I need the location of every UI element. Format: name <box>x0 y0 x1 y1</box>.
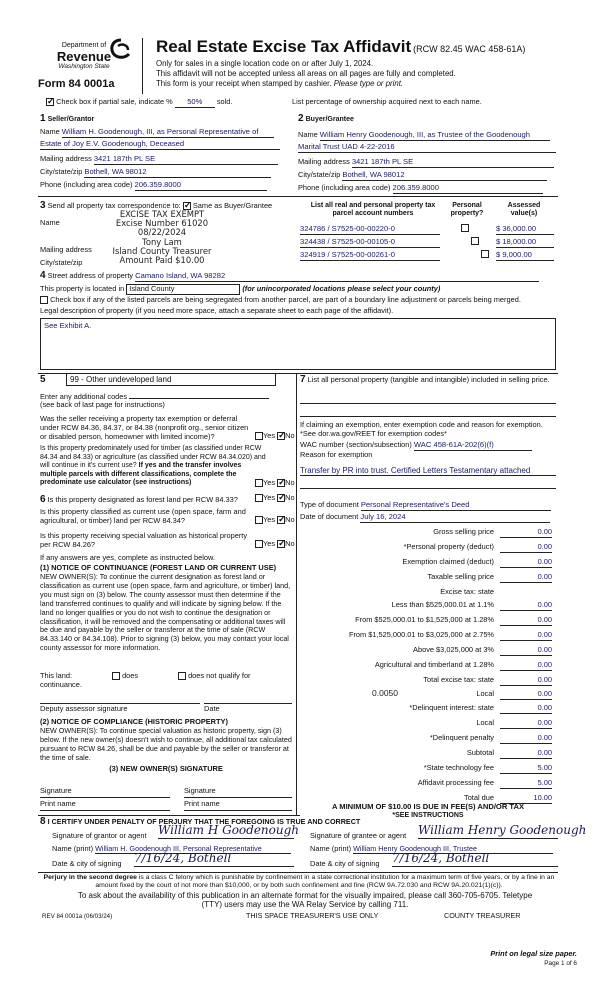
legal-desc-label: Legal description of property (if you need more space, attach a separate sheet to each page of the affidavit). <box>40 306 394 315</box>
tax-row-value[interactable]: 0.00 <box>500 734 552 744</box>
tax-corr-label: Send all property tax correspondence to: <box>47 201 181 210</box>
header-note-2: This affidavit will not be accepted unless all areas on all pages are fully and completed. <box>156 69 456 78</box>
exemption-no-checkbox[interactable] <box>277 432 285 440</box>
tax-row-value[interactable]: 0.00 <box>500 676 552 686</box>
addl-codes-note: (see back of last page for instructions) <box>40 400 165 409</box>
assessed-col-header: Assessed value(s) <box>507 202 541 218</box>
doc-date-row <box>300 513 550 523</box>
new-owner-sig-title: (3) NEW OWNER(S) SIGNATURE <box>109 764 223 773</box>
tax-row-label: Less than $525,000.01 at 1.1% <box>391 600 494 609</box>
segregated-row <box>40 296 521 305</box>
grantor-date-label: Date & city of signing <box>52 859 122 868</box>
personal-col-header: Personal property? <box>450 202 484 218</box>
personal-property-checkbox[interactable] <box>481 250 489 258</box>
new-owner-signature-label: Signature <box>184 786 216 795</box>
yes-label: Yes <box>263 515 276 524</box>
tax-row-label: Subtotal <box>466 748 494 757</box>
partial-sale-label: Check box if partial sale, indicate % <box>56 97 173 106</box>
buyer-name-1[interactable]: William Henry Goodenough, III, as Trustee of the Goodenough <box>320 131 550 141</box>
seller-city-row <box>40 168 280 178</box>
deputy-date-label: Date <box>204 704 220 713</box>
seller-name-2[interactable]: Estate of Joy E.V. Goodenough, Deceased <box>40 140 280 150</box>
buyer-mail-label: Mailing address <box>298 157 350 166</box>
tax-row-label: *Delinquent interest: state <box>409 703 494 712</box>
tax-row-value[interactable]: 0.00 <box>500 543 552 553</box>
tax-corr-name-label: Name <box>40 218 60 227</box>
tax-row-label: Gross selling price <box>433 527 494 536</box>
yes-label: Yes <box>263 539 276 548</box>
yes-label: Yes <box>263 493 276 502</box>
seller-name-1[interactable]: William H. Goodenough, III, as Personal Representative of <box>62 128 274 138</box>
no-label: No <box>285 478 295 487</box>
addl-codes-label: Enter any additional codes <box>40 392 128 401</box>
form-number: Form 84 0001a <box>38 78 115 90</box>
forest-no-checkbox[interactable] <box>277 494 285 502</box>
tax-row-label: Excise tax: state <box>440 587 494 596</box>
exemption-yes-checkbox[interactable] <box>255 432 263 440</box>
tax-corr-num: 3 <box>40 200 46 211</box>
tax-row-value[interactable]: 0.00 <box>500 749 552 759</box>
this-land-label: This land: <box>40 671 73 680</box>
legal-description-text: See Exhibit A. <box>44 321 92 330</box>
tax-row-value[interactable]: 0.00 <box>500 558 552 568</box>
personal-property-checkbox[interactable] <box>471 237 479 245</box>
header-note-3-em: Please type or print. <box>333 79 404 88</box>
timber-yes-checkbox[interactable] <box>255 479 263 487</box>
grantor-signature[interactable]: William H Goodenough <box>158 823 300 837</box>
tax-row-label: Affidavit processing fee <box>417 778 494 787</box>
tax-row-value[interactable]: 0.00 <box>500 661 552 671</box>
timber-question <box>40 445 268 488</box>
no-label: No <box>285 493 295 502</box>
no-label: No <box>285 431 295 440</box>
grantee-name[interactable]: William Henry Goodenough III, Trustee <box>353 845 553 854</box>
stamp-line-5: Island County Treasurer <box>112 245 212 256</box>
tax-row-label: Above $3,025,000 at 3% <box>413 645 494 654</box>
dept-line1: Department of <box>61 42 107 49</box>
timber-question-text: Is this property predominately used for timber (as classified under RCW 84.34 and 84.33) or agriculture (as classified under RCW 84.34.020) and will continue in it's current use? <box>40 445 266 470</box>
buyer-phone[interactable]: 206.359.8000 <box>393 184 543 194</box>
excise-exempt-stamp <box>72 210 252 265</box>
no-label: No <box>285 539 295 548</box>
exemption-question: Was the seller receiving a property tax exemption or deferral under RCW 84.36, 84.37, or 84.38 (nonprofit org., senior citizen or disabled person, homeowner with limited income)? <box>40 414 249 441</box>
does-label: does <box>122 671 139 680</box>
seller-mail-label: Mailing address <box>40 154 92 163</box>
grantee-name-label: Name (print) <box>310 844 352 853</box>
tax-row-label: Total due <box>464 793 494 802</box>
minimum-due-note: A MINIMUM OF $10.00 IS DUE IN FEE(S) AND/OR TAX <box>331 802 525 811</box>
grantor-name[interactable]: William H. Goodenough III, Personal Representative <box>95 845 291 854</box>
forest-yes-checkbox[interactable] <box>255 494 263 502</box>
buyer-mail-row <box>298 158 556 168</box>
buyer-city[interactable]: Bothell, WA 98012 <box>342 171 547 181</box>
yes-label: Yes <box>263 431 276 440</box>
personal-prop-heading <box>300 375 556 384</box>
county-label: This property is located in <box>40 284 125 293</box>
tax-row-value[interactable]: 0.00 <box>500 690 552 700</box>
street-row <box>40 270 556 282</box>
seller-phone-label: Phone (including area code) <box>40 180 133 189</box>
doc-type-label: Type of document <box>300 500 359 509</box>
buyer-phone-row <box>298 184 556 194</box>
current-use-yes-checkbox[interactable] <box>255 516 263 524</box>
street-label: Street address of property <box>47 271 134 280</box>
doc-type-row <box>300 501 551 511</box>
tax-row-label: *State technology fee <box>423 763 494 772</box>
form-title: Real Estate Excise Tax Affidavit <box>156 37 412 56</box>
timber-no-checkbox[interactable] <box>277 479 285 487</box>
reason-text[interactable]: Transfer by PR into trust. Certified Letters Testamentary attached <box>300 466 556 476</box>
parcel-number[interactable]: 324786 / S7525-00-00220-0 <box>300 225 440 235</box>
header-note-3: This form is your receipt when stamped by cashier. <box>156 79 332 88</box>
assessed-value[interactable]: $ 18,000.00 <box>496 238 554 248</box>
page-number: Page 1 of 6 <box>544 960 577 967</box>
buyer-heading <box>298 113 354 125</box>
new-owner-print-label: Print name <box>184 799 220 808</box>
does-not-label: does not qualify for <box>188 671 251 680</box>
see-instructions: *SEE INSTRUCTIONS <box>392 812 464 819</box>
dor-swirl-icon <box>108 38 134 60</box>
tax-row-label: Taxable selling price <box>427 572 494 581</box>
current-use-no-checkbox[interactable] <box>277 516 285 524</box>
wac-number[interactable]: WAC 458-61A-202(6)(f) <box>414 441 532 451</box>
wac-label: WAC number (section/subsection) <box>300 440 412 449</box>
partial-sale-checkbox[interactable] <box>46 98 54 106</box>
seller-city-label: City/state/zip <box>40 167 83 176</box>
historic-yes-checkbox[interactable] <box>255 540 263 548</box>
doc-date-label: Date of document <box>300 512 359 521</box>
seller-phone-row <box>40 181 280 191</box>
seller-mail[interactable]: 3421 187th PL SE <box>94 155 278 165</box>
buyer-mail[interactable]: 3421 187th PL SE <box>352 158 554 168</box>
local-rate: 0.0050 <box>372 688 398 698</box>
county-row <box>40 284 440 295</box>
grantee-sig-label: Signature of grantee or agent <box>310 831 407 840</box>
assessed-value[interactable]: $ 9,000.00 <box>496 251 554 261</box>
yes-label: Yes <box>263 478 276 487</box>
continuance-title: (1) NOTICE OF CONTINUANCE (FOREST LAND OR CURRENT USE) <box>40 563 277 572</box>
does-option <box>112 672 138 681</box>
stamp-line-6: Amount Paid $10.00 <box>119 255 205 266</box>
tax-row-label: Local <box>476 689 494 698</box>
doc-type[interactable]: Personal Representative's Deed <box>361 501 551 511</box>
buyer-city-label: City/state/zip <box>298 170 341 179</box>
seller-heading-label: Seller/Grantor <box>47 116 95 123</box>
tax-row-value[interactable]: 0.00 <box>500 616 552 626</box>
grantee-date[interactable]: 7/16/24, Bothell <box>392 852 558 867</box>
personal-prop-label: List all personal property (tangible and intangible) included in selling price. <box>307 375 550 384</box>
does-checkbox[interactable] <box>112 672 120 680</box>
tax-row-value[interactable]: 0.00 <box>500 631 552 641</box>
stamp-line-1: EXCISE TAX EXEMPT <box>119 209 205 219</box>
legal-paper-note: Print on legal size paper. <box>490 949 577 958</box>
street-num: 4 <box>40 270 46 281</box>
assessed-value[interactable]: $ 36,000.00 <box>496 225 554 235</box>
tax-row-value[interactable]: 5.00 <box>500 764 552 774</box>
section7-num: 7 <box>300 374 306 385</box>
tax-row-value[interactable]: 5.00 <box>500 779 552 789</box>
historic-yes-no <box>255 540 295 549</box>
tax-row-label: Exemption claimed (deduct) <box>402 557 494 566</box>
seller-mail-row <box>40 155 280 165</box>
stamp-line-4: Tony Lam <box>142 236 182 247</box>
buyer-heading-label: Buyer/Grantee <box>305 116 354 123</box>
segregated-checkbox[interactable] <box>40 296 48 304</box>
tax-row-label: Local <box>476 718 494 727</box>
continuance-label: continuance. <box>40 680 82 689</box>
tax-row-value[interactable]: 0.00 <box>500 601 552 611</box>
tax-row-value[interactable]: 10.00 <box>500 794 552 804</box>
buyer-name-label: Name <box>298 130 318 139</box>
grantee-date-label: Date & city of signing <box>310 859 380 868</box>
compliance-title: (2) NOTICE OF COMPLIANCE (HISTORIC PROPERTY) <box>40 717 228 726</box>
seller-name-row <box>40 128 280 138</box>
tax-row-label: Agricultural and timberland at 1.28% <box>374 660 494 669</box>
seller-heading-num: 1 <box>40 113 46 124</box>
grantee-signature[interactable]: William Henry Goodenough <box>418 823 587 837</box>
no-label: No <box>285 515 295 524</box>
parcel-col-header: List all real and personal property tax parcel account numbers <box>310 202 436 218</box>
compliance-body: NEW OWNER(S): To continue special valuation as historic property, sign (3) below. If the new owner(s) doesn't wish to continue, all additional tax calculated pursuant to RCW 84.26, shall be due and payable by the seller or transferor at the time of sale. <box>40 726 292 762</box>
tax-row-value[interactable]: 0.00 <box>500 719 552 729</box>
header-notes <box>156 59 456 89</box>
treasurer-use-label: THIS SPACE TREASURER'S USE ONLY <box>246 911 379 920</box>
certify-heading: I CERTIFY UNDER PENALTY OF PERJURY THAT THE FOREGOING IS TRUE AND CORRECT <box>47 817 361 826</box>
tax-row-label: *Delinquent penalty <box>429 733 494 742</box>
county-note: (for unincorporated locations please select your county) <box>242 284 441 293</box>
dept-line3: Washington State <box>58 63 110 71</box>
current-use-question: Is this property classified as current use (open space, farm and agricultural, or timber) land per RCW 84.34? <box>40 507 246 525</box>
current-use-yes-no <box>255 516 295 525</box>
tax-row-value[interactable]: 0.00 <box>500 646 552 656</box>
section8-num: 8 <box>40 816 46 827</box>
addl-codes-input[interactable] <box>129 392 269 399</box>
personal-property-checkbox[interactable] <box>461 224 469 232</box>
rcw-ref: (RCW 82.45 WAC 458-61A) <box>413 44 526 54</box>
perjury-notice <box>40 874 558 890</box>
timber-question-bold: If yes and the transfer involves multiple parcels with different classifications, complete the predominate use calculator (see instructions) <box>40 462 242 487</box>
partial-sale-percent[interactable]: 50% <box>175 98 215 108</box>
new-owner-signature-label: Signature <box>40 786 72 795</box>
buyer-city-row <box>298 171 556 181</box>
seller-name-label: Name <box>40 127 60 136</box>
tax-row-label: Total excise tax: state <box>423 675 494 684</box>
stamp-line-2: Excise Number 61020 <box>115 218 209 229</box>
tax-row-value[interactable]: 0.00 <box>500 704 552 714</box>
section6-note: If any answers are yes, complete as instructed below. <box>40 553 215 562</box>
seller-city[interactable]: Bothell, WA 98012 <box>84 168 271 178</box>
buyer-name-row <box>298 131 556 141</box>
stamp-line-3: 08/22/2024 <box>137 227 187 238</box>
buyer-heading-num: 2 <box>298 113 304 124</box>
section6-num: 6 <box>40 494 46 505</box>
doc-date[interactable]: July 16, 2024 <box>360 513 550 523</box>
perjury-text: is a class C felony which is punishable by confinement in a state correctional institution for a maximum term of five years, or by a fine in an amount fixed by the court of not more than $10,000, or by both such confinement and fine (RCW 9A.72.030 and RCW 9A.20.021(1)(c)). <box>95 874 555 889</box>
county-treasurer-label: COUNTY TREASURER <box>444 911 521 920</box>
partial-sale-sold: sold. <box>216 97 233 106</box>
tax-row-label: *Personal property (deduct) <box>403 542 494 551</box>
historic-no-checkbox[interactable] <box>277 540 285 548</box>
forest-question-text: Is this property designated as forest land per RCW 84.33? <box>47 495 238 504</box>
perjury-bold: Perjury in the second degree <box>43 874 137 881</box>
seller-heading <box>40 113 94 125</box>
street-address[interactable]: Camano Island, WA 98282 <box>135 272 539 282</box>
forest-yes-no <box>255 494 295 503</box>
tax-corr-city-label: City/state/zip <box>40 258 83 267</box>
grantor-date[interactable]: 7/16/24, Bothell <box>134 852 294 867</box>
parcel-number[interactable]: 324438 / S7525-00-00105-0 <box>300 238 440 248</box>
exemption-yes-no <box>255 432 295 441</box>
continuance-body: NEW OWNER(S): To continue the current designation as forest land or classification as current use (open space, farm and agriculture, or timber) land, you must sign on (3) below. The county assessor must then determine if the land transferred continues to qualify and will indicate by signing below. If the land no longer qualifies or you do not wish to continue the designation or classification, it will be removed and the compensating or additional taxes will be due and payable by the seller or transferor at the time of sale (RCW 84.33.140 or 84.34.108). Prior to signing (3) below, you may contact your local county assessor for more information. <box>40 572 291 653</box>
historic-question: Is this property receiving special valuation as historical property per RCW 84.26? <box>40 531 248 549</box>
buyer-name-2[interactable]: Marital Trust UAD 4-22-2016 <box>298 143 556 153</box>
deputy-signature-label: Deputy assessor signature <box>40 704 128 713</box>
exemption-note: If claiming an exemption, enter exemption code and reason for exemption. *See dor.wa.gov/REET for exemption codes* <box>300 420 543 438</box>
ownership-note: List percentage of ownership acquired next to each name. <box>292 97 482 106</box>
tax-row-value[interactable]: 0.00 <box>500 573 552 583</box>
partial-sale-row <box>46 98 232 108</box>
forest-question <box>40 494 255 506</box>
tax-row-label: From $525,000.01 to $1,525,000 at 1.28% <box>355 615 494 624</box>
buyer-phone-label: Phone (including area code) <box>298 183 391 192</box>
land-use-select[interactable]: 99 - Other undeveloped land <box>66 373 276 386</box>
reason-label: Reason for exemption <box>300 450 373 459</box>
parcel-number[interactable]: 324919 / S7525-00-00261-0 <box>300 251 440 261</box>
does-not-option <box>178 672 251 681</box>
tax-corr-mail-label: Mailing address <box>40 245 92 254</box>
same-as-buyer-label: Same as Buyer/Grantee <box>192 201 273 210</box>
new-owner-print-label: Print name <box>40 799 76 808</box>
county-select[interactable]: Island County <box>126 284 240 295</box>
timber-yes-no <box>255 479 295 488</box>
form-title-block <box>156 37 525 57</box>
tax-row-label: From $1,525,000.01 to $3,025,000 at 2.75% <box>348 630 494 639</box>
accessibility-notice: To ask about the availability of this publication in an alternate format for the visually impaired, please call 360-705-6705. Teletype (TTY) users may use the WA Relay Service by calling 711. <box>77 891 533 909</box>
grantor-name-label: Name (print) <box>52 844 94 853</box>
section5-num: 5 <box>40 374 46 385</box>
dept-line2: Revenue <box>56 49 112 65</box>
legal-description-field[interactable] <box>40 318 556 370</box>
revision-label: REV 84 0001a (06/03/24) <box>42 913 113 920</box>
header-note-1: Only for sales in a single location code on or after July 1, 2024. <box>156 59 374 68</box>
does-not-checkbox[interactable] <box>178 672 186 680</box>
segregated-label: Check box if any of the listed parcels are being segregated from another parcel, are part of a boundary line adjustment or parcels being merged. <box>50 295 521 304</box>
grantor-sig-label: Signature of grantor or agent <box>52 831 147 840</box>
seller-phone[interactable]: 206.359.8000 <box>135 181 267 191</box>
tax-row-value[interactable]: 0.00 <box>500 528 552 538</box>
